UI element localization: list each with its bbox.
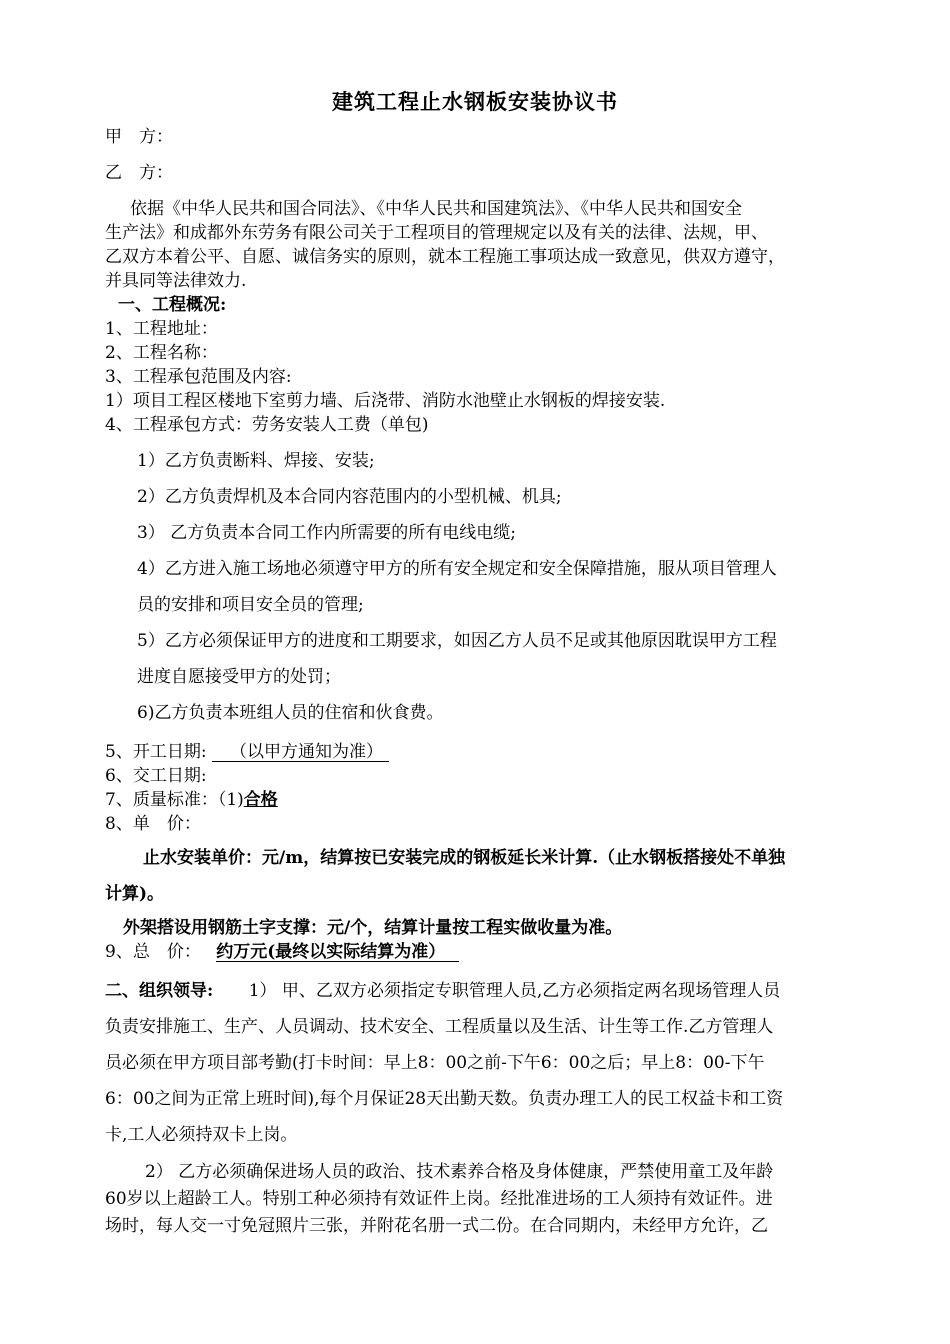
section-2-text-5: 卡,工人必须持双卡上岗。 <box>105 1125 298 1145</box>
item-4: 4、工程承包方式：劳务安装人工费（单包) <box>105 415 429 435</box>
item-9-value: 约万元(最终以实际结算为准） <box>216 943 459 962</box>
section-2b-text-1: 2） 乙方必须确保进场人员的政治、技术素养合格及身体健康，严禁使用童工及年龄 <box>145 1162 774 1182</box>
item-8: 8、单 价： <box>105 814 201 834</box>
intro-line-3: 乙双方本着公平、自愿、诚信务实的原则，就本工程施工事项达成一致意见，供双方遵守， <box>105 247 785 267</box>
sub-item-5-cont: 进度自愿接受甲方的处罚； <box>137 667 341 687</box>
item-7-value: 合格 <box>243 790 278 810</box>
section-2b-text-2: 60岁以上超龄工人。特别工种必须持有效证件上岗。经批准进场的工人须持有效证件。进 <box>105 1189 773 1209</box>
sub-item-4-cont: 员的安排和项目安全员的管理; <box>137 595 364 615</box>
party-a-line: 甲 方： <box>105 127 173 147</box>
item-5-value: （以甲方通知为准） <box>212 743 389 762</box>
item-7 <box>105 789 278 811</box>
item-3-detail: 1）项目工程区楼地下室剪力墙、后浇带、消防水池壁止水钢板的焊接安装. <box>105 391 666 411</box>
item-9-label: 9、总 价： <box>105 942 201 962</box>
section-2-heading: 二、组织领导: <box>105 981 214 1001</box>
scaffold-price-line: 外架搭设用钢筋土字支撑：元/个，结算计量按工程实做收量为准。 <box>123 918 623 938</box>
item-5-label: 5、开工日期: <box>105 742 207 762</box>
intro-line-4: 并具同等法律效力. <box>105 271 247 291</box>
sub-item-2: 2）乙方负责焊机及本合同内容范围内的小型机械、机具; <box>137 487 562 507</box>
section-2-line-1 <box>105 980 780 1002</box>
item-2: 2、工程名称： <box>105 343 218 363</box>
item-1: 1、工程地址： <box>105 319 218 339</box>
sub-item-3: 3） 乙方负责本合同工作内所需要的所有电线电缆; <box>137 523 516 543</box>
item-7-label: 7、质量标准：（1) <box>105 790 244 810</box>
section-1-heading: 一、工程概况: <box>118 295 227 315</box>
intro-line-2: 生产法》和成都外东劳务有限公司关于工程项目的管理规定以及有关的法律、法规，甲、 <box>105 223 768 243</box>
sub-item-5: 5）乙方必须保证甲方的进度和工期要求，如因乙方人员不足或其他原因耽误甲方工程 <box>137 631 777 651</box>
section-2-text-3: 员必须在甲方项目部考勤(打卡时间：早上8：00之前-下午6：00之后；早上8：00-下午 <box>105 1053 765 1073</box>
section-2-text-1: 1） 甲、乙双方必须指定专职管理人员,乙方必须指定两名现场管理人员 <box>248 981 781 1001</box>
section-2b-text-3: 场时，每人交一寸免冠照片三张，并附花名册一式二份。在合同期内，未经甲方允许，乙 <box>105 1216 768 1236</box>
item-3: 3、工程承包范围及内容: <box>105 367 292 387</box>
unit-price-line-1: 止水安装单价：元/m，结算按已安装完成的钢板延长米计算.（止水钢板搭接处不单独 <box>143 848 786 868</box>
section-2-text-2: 负责安排施工、生产、人员调动、技术安全、工程质量以及生活、计生等工作.乙方管理人 <box>105 1017 774 1037</box>
sub-item-4: 4）乙方进入施工场地必须遵守甲方的所有安全规定和安全保障措施，服从项目管理人 <box>137 559 777 579</box>
item-5 <box>105 741 389 763</box>
document-title: 建筑工程止水钢板安装协议书 <box>332 89 618 114</box>
intro-line-1: 依据《中华人民共和国合同法》、《中华人民共和国建筑法》、《中华人民共和国安全 <box>130 199 742 219</box>
item-9 <box>105 941 459 963</box>
unit-price-line-2: 计算)。 <box>105 884 165 904</box>
section-2-text-4: 6：00之间为正常上班时间),每个月保证28天出勤天数。负责办理工人的民工权益卡和工资 <box>105 1089 784 1109</box>
party-b-line: 乙 方： <box>105 163 173 183</box>
sub-item-6: 6)乙方负责本班组人员的住宿和伙食费。 <box>137 703 444 723</box>
sub-item-1: 1）乙方负责断料、焊接、安装; <box>137 451 375 471</box>
item-6: 6、交工日期: <box>105 766 207 786</box>
